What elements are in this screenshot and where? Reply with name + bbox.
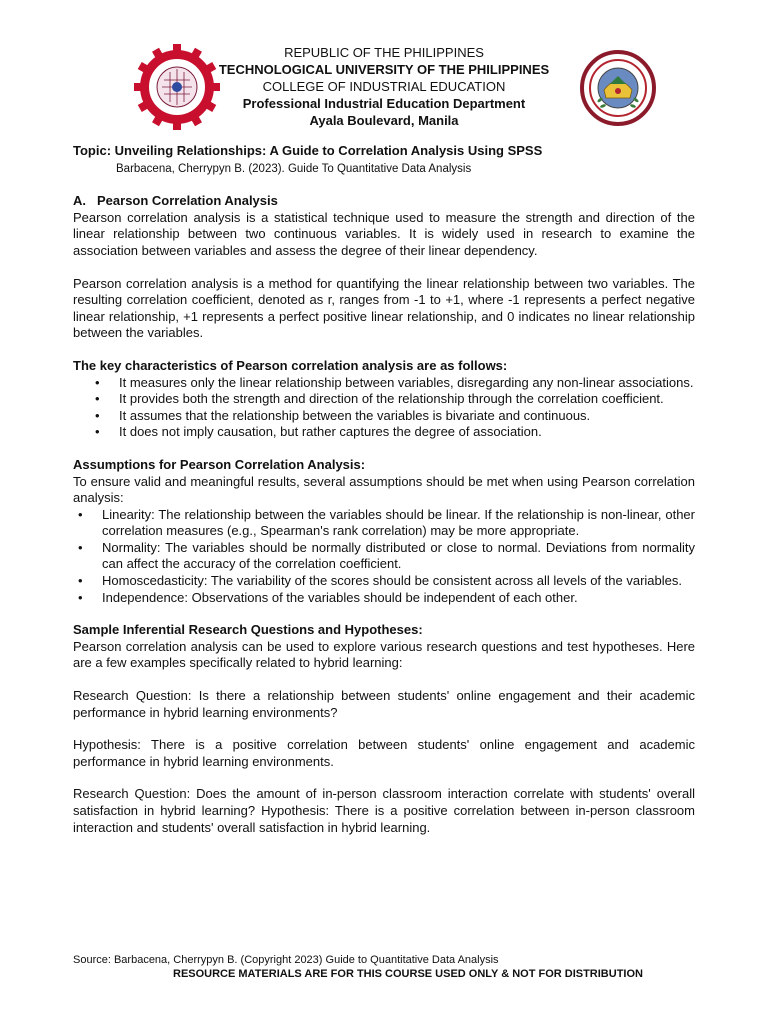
header-department: Professional Industrial Education Department: [242, 96, 526, 111]
page-footer: [73, 953, 713, 981]
topic-citation: Barbacena, Cherrypyn B. (2023). Guide To Quantitative Data Analysis: [116, 162, 472, 175]
characteristics-heading: The key characteristics of Pearson correlation analysis are as follows:: [73, 357, 508, 373]
letterhead: [0, 44, 768, 129]
header-university: TECHNOLOGICAL UNIVERSITY OF THE PHILIPPINES: [218, 62, 550, 77]
section-a-paragraph-1: Pearson correlation analysis is a statistical technique used to measure the strength and direction of the linear relationship between two continuous variables. It is widely used in research to examine the association between variables and assess the degree of their linear dependency.: [73, 209, 695, 258]
list-item: • It measures only the linear relationship between variables, disregarding any non-linear associations.: [73, 375, 695, 392]
assumptions-intro: To ensure valid and meaningful results, several assumptions should be met when using Pearson correlation analysis:: [73, 473, 695, 506]
characteristics-list: [73, 375, 695, 441]
section-a-number: A.: [73, 193, 86, 209]
list-item: • Independence: Observations of the variables should be independent of each other.: [73, 590, 695, 607]
section-a-title: Pearson Correlation Analysis: [97, 193, 278, 209]
hypothesis-1: Hypothesis: There is a positive correlation between students' online engagement and academic performance in hybrid learning environments.: [73, 737, 695, 769]
footer-notice: RESOURCE MATERIALS ARE FOR THIS COURSE USED ONLY & NOT FOR DISTRIBUTION: [173, 968, 643, 980]
samples-intro: Pearson correlation analysis can be used to explore various research questions and test hypotheses. Here are a few examples specifically related to hybrid learning:: [73, 638, 695, 671]
list-item: • It does not imply causation, but rather captures the degree of association.: [73, 424, 695, 441]
samples-heading: Sample Inferential Research Questions and Hypotheses:: [73, 622, 423, 638]
header-address: Ayala Boulevard, Manila: [309, 113, 459, 128]
research-question-2: Research Question: Does the amount of in-person classroom interaction correlate with students' overall satisfaction in hybrid learning? Hypothesis: There is a positive correlation between in-person classroom interaction and students' overall satisfaction in hybrid learning.: [73, 786, 695, 835]
section-a-heading: [73, 193, 695, 210]
list-item: • Linearity: The relationship between the variables should be linear. If the relationship is non-linear, other correlation measures (e.g., Spearman's rank correlation) may be more appropriate.: [73, 507, 695, 540]
header-republic: REPUBLIC OF THE PHILIPPINES: [284, 45, 484, 60]
section-a-paragraph-2: Pearson correlation analysis is a method for quantifying the linear relationship between two variables. The resulting correlation coefficient, denoted as r, ranges from -1 to +1, where -1 represents a perfect negative linear relationship, +1 represents a perfect positive linear relationship, and 0 indicates no linear relationship between the variables.: [73, 275, 695, 341]
assumptions-heading: Assumptions for Pearson Correlation Analysis:: [73, 456, 366, 472]
topic-title: Topic: Unveiling Relationships: A Guide to Correlation Analysis Using SPSS: [73, 143, 543, 158]
footer-source: Source: Barbacena, Cherrypyn B. (Copyright 2023) Guide to Quantitative Data Analysis: [73, 954, 499, 966]
list-item: • Homoscedasticity: The variability of the scores should be consistent across all levels of the variables.: [73, 573, 695, 590]
header-college: COLLEGE OF INDUSTRIAL EDUCATION: [262, 79, 506, 94]
list-item: • It provides both the strength and direction of the relationship through the correlation coefficient.: [73, 391, 695, 408]
assumptions-list: [73, 507, 695, 607]
list-item: • It assumes that the relationship between the variables is bivariate and continuous.: [73, 408, 695, 425]
list-item: • Normality: The variables should be normally distributed or close to normal. Deviations from normality can affect the accuracy of the correlation coefficient.: [73, 540, 695, 573]
research-question-1: Research Question: Is there a relationship between students' online engagement and their academic performance in hybrid learning environments?: [73, 688, 695, 720]
document-body: [73, 143, 695, 836]
